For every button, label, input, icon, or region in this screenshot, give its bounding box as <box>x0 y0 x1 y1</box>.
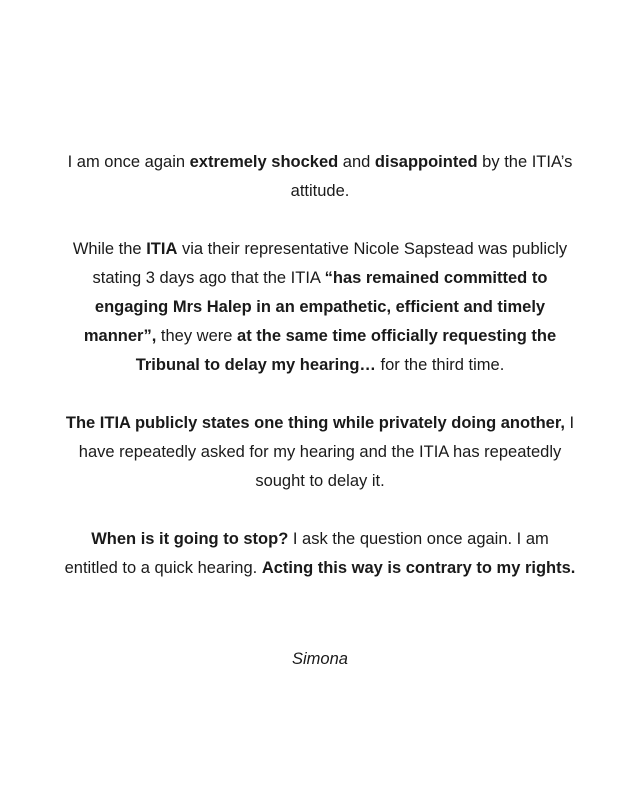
text-segment-bold: The ITIA publicly states one thing while privately doing another, <box>65 414 565 432</box>
text-segment-bold: ITIA <box>146 240 178 258</box>
text-segment-bold: at the same time officially requesting the Tribunal to delay my hearing… <box>135 327 557 374</box>
text-segment: by the ITIA’s attitude. <box>290 153 573 200</box>
text-segment-bold: extremely shocked <box>189 153 339 171</box>
text-segment-bold: Acting this way is contrary to my rights. <box>261 559 576 577</box>
text-segment: I have repeatedly asked for my hearing and the ITIA has repeatedly sought to delay it. <box>78 414 575 490</box>
text-segment-bold: disappointed <box>374 153 478 171</box>
paragraph-4 <box>64 525 576 583</box>
text-segment: I am once again <box>67 153 190 171</box>
statement-body <box>64 148 576 583</box>
text-segment: While the <box>72 240 147 258</box>
text-segment: and <box>338 153 375 171</box>
paragraph-2 <box>64 235 576 380</box>
text-segment: via their representative Nicole Sapstead was publicly stating 3 days ago that the ITIA <box>92 240 568 287</box>
paragraph-1 <box>64 148 576 206</box>
signature: Simona <box>292 650 348 668</box>
text-segment: they were <box>156 327 238 345</box>
text-segment-bold: “has remained committed to engaging Mrs Halep in an empathetic, efficient and timely manner”, <box>83 269 548 345</box>
text-segment: I ask the question once again. I am entitled to a quick hearing. <box>64 530 549 577</box>
text-segment: for the third time. <box>375 356 505 374</box>
text-segment-bold: When is it going to stop? <box>91 530 289 548</box>
paragraph-3 <box>64 409 576 496</box>
